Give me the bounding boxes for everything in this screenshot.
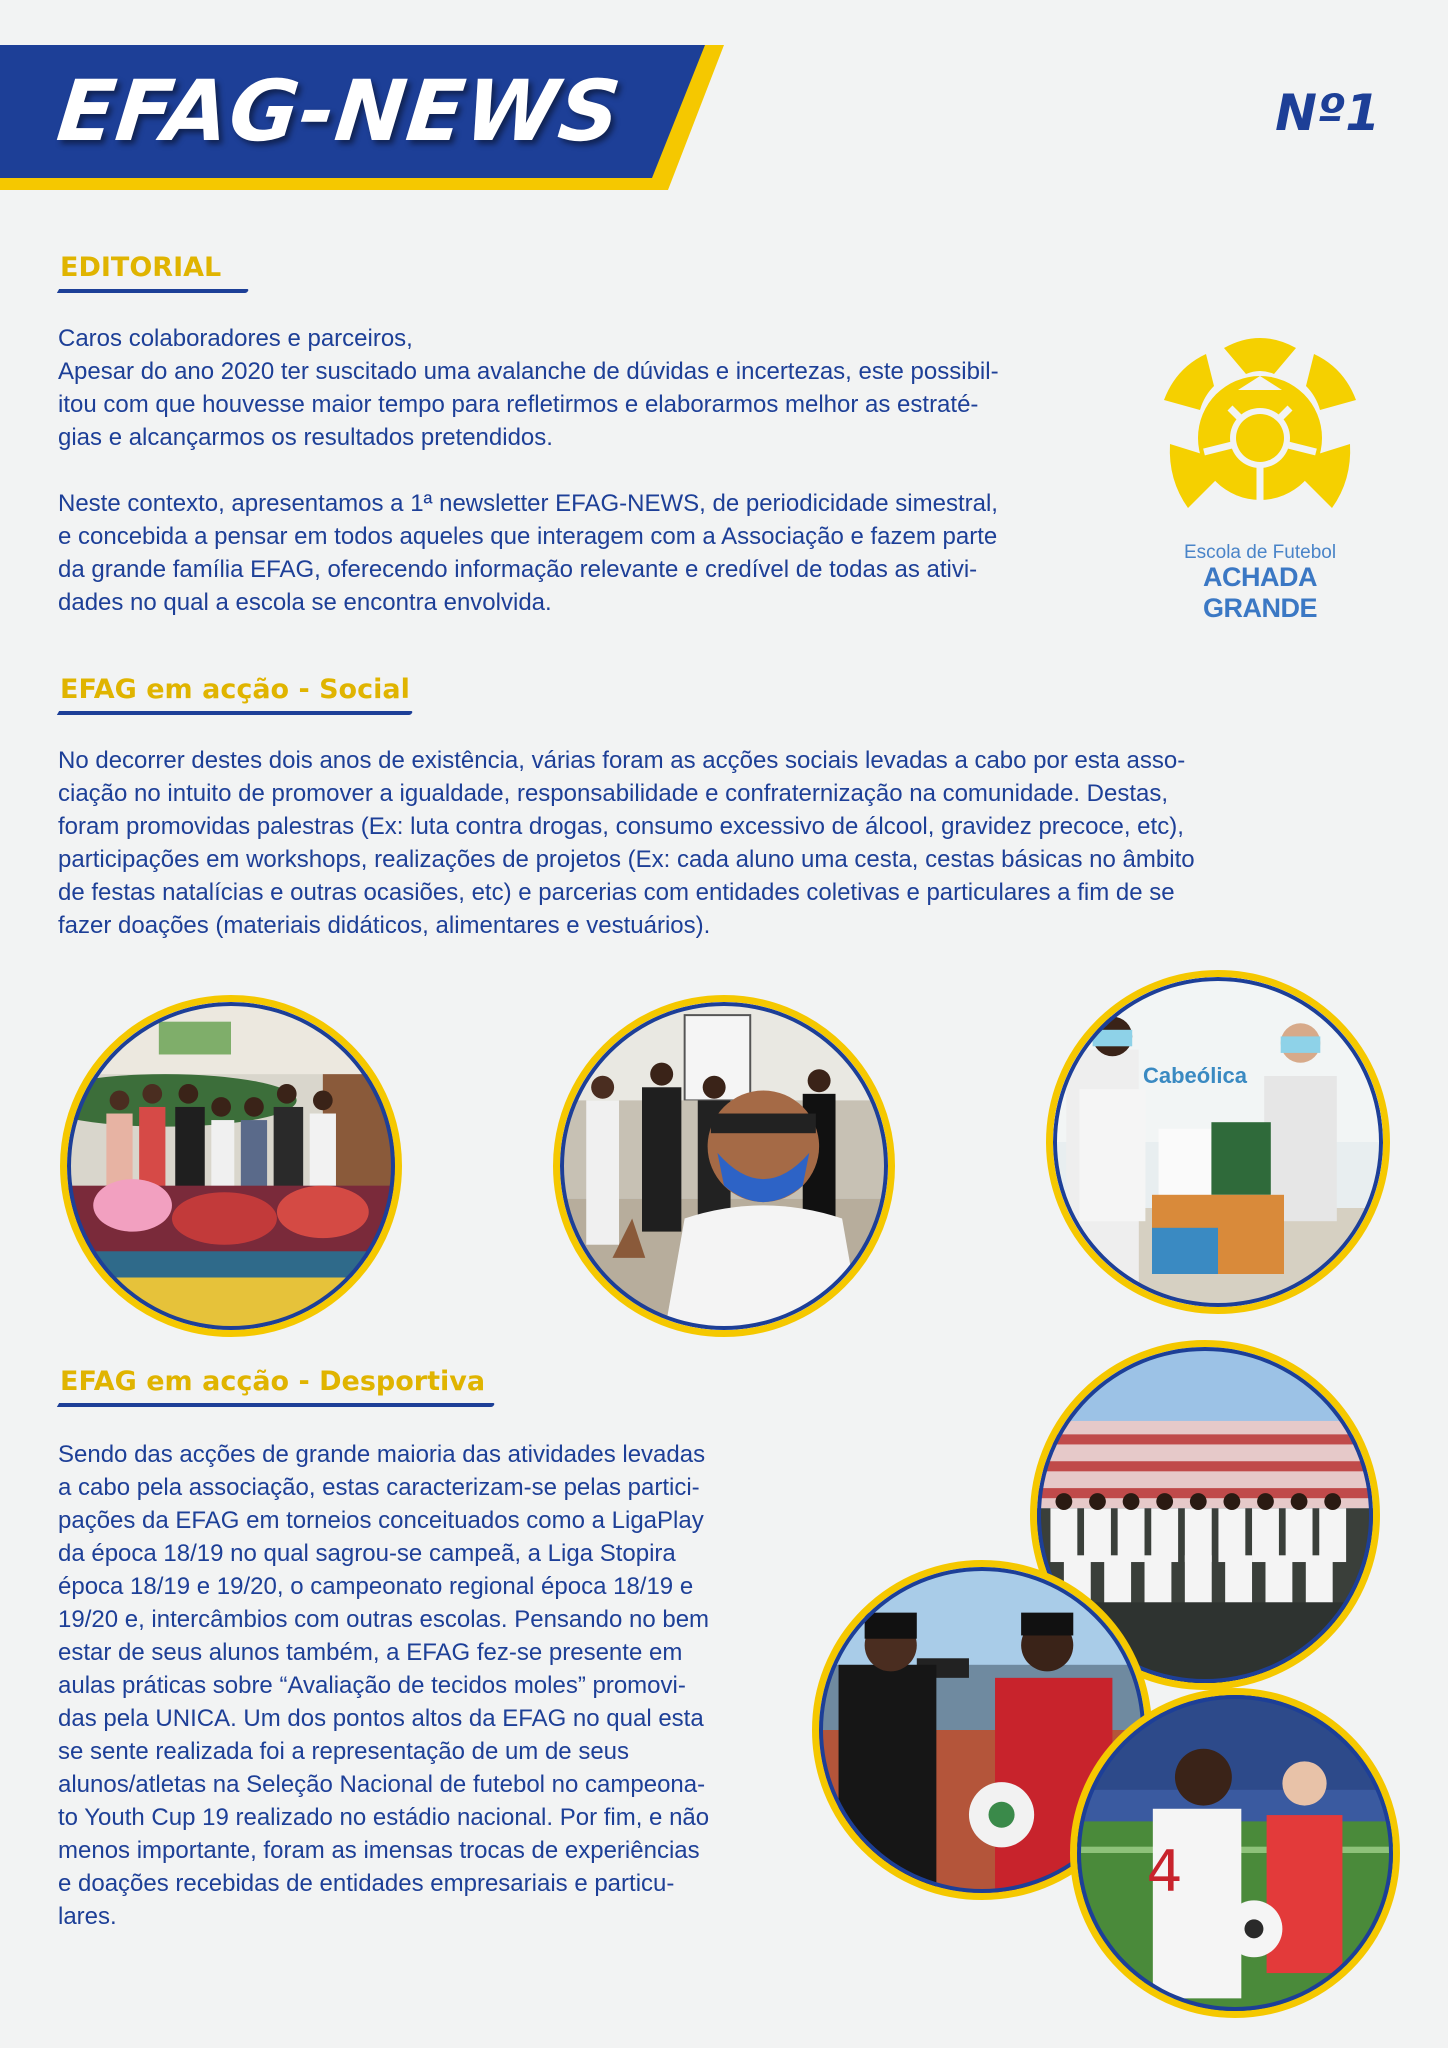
svg-text:4: 4: [1146, 1838, 1183, 1905]
text-line: se sente realizada foi a representação de um de seus: [58, 1738, 630, 1765]
text-line: lares.: [58, 1903, 117, 1930]
heading-underline: [57, 1403, 495, 1407]
text-line: da grande família EFAG, oferecendo informação relevante e credível de todas as ativi-: [58, 556, 978, 583]
editorial-text: [58, 322, 1118, 619]
text-line: to Youth Cup 19 realizado no estádio nacional. Por fim, e não: [58, 1804, 710, 1831]
newsletter-title: EFAG-NEWS: [52, 62, 626, 160]
sport-heading: [58, 1366, 494, 1407]
photo-ring: [560, 1002, 888, 1330]
heading-underline: [57, 711, 413, 715]
social-photo-group: [553, 995, 895, 1337]
text-line: e concebida a pensar em todos aqueles que interagem com a Associação e fazem parte: [58, 523, 998, 550]
text-line: dades no qual a escola se encontra envolvida.: [58, 589, 552, 616]
text-line: alunos/atletas na Seleção Nacional de futebol no campeona-: [58, 1771, 706, 1798]
soccer-ball-icon: [1162, 330, 1358, 540]
text-line: época 18/19 e 19/20, o campeonato regional época 18/19 e: [58, 1573, 694, 1600]
text-line: itou com que houvesse maior tempo para refletirmos e elaborarmos melhor as estraté-: [58, 391, 979, 418]
text-line: fazer doações (materiais didáticos, alimentares e vestuários).: [58, 912, 711, 939]
text-line: a cabo pela associação, estas caracterizam-se pelas partici-: [58, 1474, 700, 1501]
sport-photo-match: [1070, 1688, 1400, 2018]
text-line: das pela UNICA. Um dos pontos altos da EFAG no qual esta: [58, 1705, 704, 1732]
social-photo-cabeolica: [1046, 970, 1390, 1314]
text-line: aulas práticas sobre “Avaliação de tecidos moles” promovi-: [58, 1672, 686, 1699]
text-line: foram promovidas palestras (Ex: luta contra drogas, consumo excessivo de álcool, gravidez precoce, etc),: [58, 813, 1184, 840]
text-line: da época 18/19 no qual sagrou-se campeã, a Liga Stopira: [58, 1540, 676, 1567]
photo-ring: [1077, 1695, 1393, 2011]
text-line: Neste contexto, apresentamos a 1ª newsletter EFAG-NEWS, de periodicidade simestral,: [58, 490, 998, 517]
social-photo-donations: [60, 995, 402, 1337]
text-line: menos importante, foram as imensas trocas de experiências: [58, 1837, 700, 1864]
heading-underline: [57, 289, 249, 293]
social-heading: [58, 674, 412, 715]
cabeolica-sign: Cabeólica: [1143, 1063, 1247, 1088]
social-heading-label: EFAG em acção - Social: [60, 674, 410, 705]
editorial-heading: [58, 252, 248, 293]
text-line: estar de seus alunos também, a EFAG fez-se presente em: [58, 1639, 683, 1666]
text-line: Sendo das acções de grande maioria das atividades levadas: [58, 1441, 706, 1468]
text-line: gias e alcançarmos os resultados pretendidos.: [58, 424, 553, 451]
text-line: No decorrer destes dois anos de existência, várias foram as acções sociais levadas a cabo por esta asso-: [58, 747, 1186, 774]
text-line: ciação no intuito de promover a igualdade, responsabilidade e confraternização na comunidade. Destas,: [58, 780, 1169, 807]
school-logo: [1162, 330, 1358, 623]
header-banner: [0, 0, 760, 200]
text-line: de festas natalícias e outras ocasiões, etc) e parcerias com entidades coletivas e particulares a fim de se: [58, 879, 1175, 906]
text-line: 19/20 e, intercâmbios com outras escolas. Pensando no bem: [58, 1606, 710, 1633]
text-line: e doações recebidas de entidades empresariais e particu-: [58, 1870, 675, 1897]
photo-ring: [1053, 977, 1383, 1307]
logo-place-line: ACHADA GRANDE: [1202, 562, 1317, 623]
editorial-heading-label: EDITORIAL: [60, 252, 222, 283]
social-text: [58, 744, 1398, 942]
text-line: participações em workshops, realizações de projetos (Ex: cada aluno uma cesta, cestas básicas no âmbito: [58, 846, 1195, 873]
text-line: Caros colaboradores e parceiros,: [58, 325, 413, 352]
logo-school-line: Escola de Futebol: [1183, 542, 1337, 563]
photo-ring: [67, 1002, 395, 1330]
text-line: pações da EFAG em torneios conceituados como a LigaPlay: [58, 1507, 704, 1534]
text-line: Apesar do ano 2020 ter suscitado uma avalanche de dúvidas e incertezas, este possibil-: [58, 358, 999, 385]
sport-text: [58, 1438, 818, 1933]
issue-number: Nº1: [1275, 84, 1380, 142]
sport-heading-label: EFAG em acção - Desportiva: [60, 1366, 486, 1397]
